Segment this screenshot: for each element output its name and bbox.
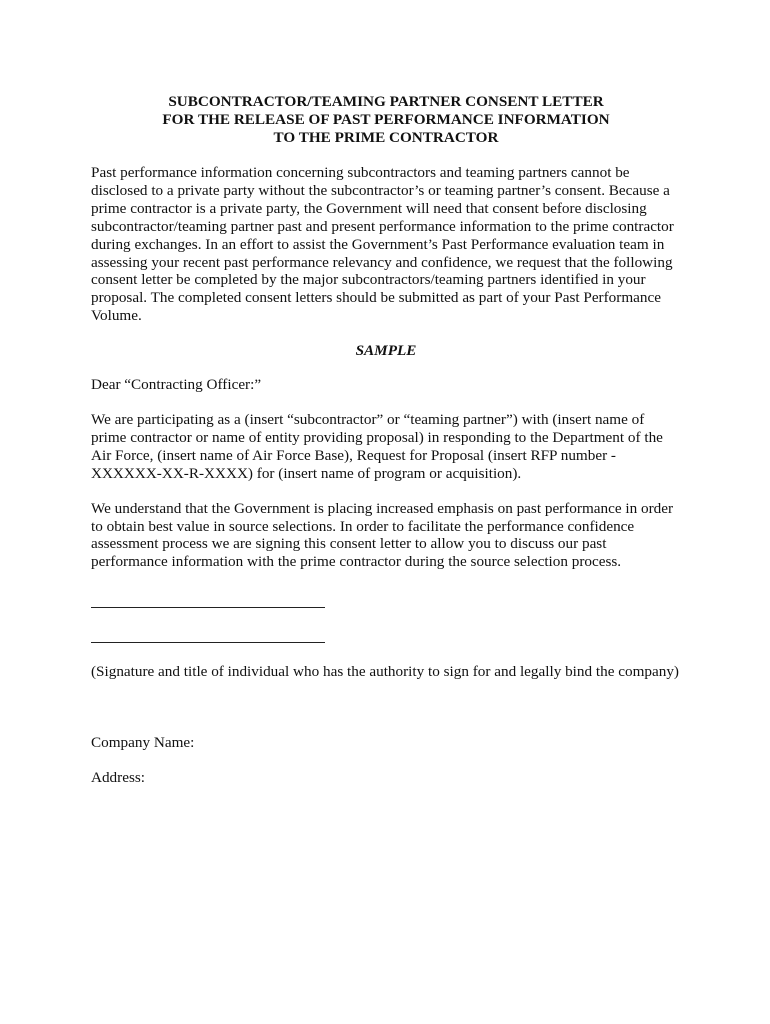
title-line-1: SUBCONTRACTOR/TEAMING PARTNER CONSENT LETTER: [168, 93, 604, 110]
salutation: Dear “Contracting Officer:”: [91, 376, 262, 394]
title-line[interactable]: [91, 642, 325, 643]
address-label: Address:: [91, 769, 145, 787]
company-name-label: Company Name:: [91, 734, 195, 752]
signature-caption: (Signature and title of individual who has the authority to sign for and legally bind the company): [91, 663, 679, 681]
signature-line[interactable]: [91, 607, 325, 608]
letter-title: [91, 93, 681, 147]
consent-paragraph: We understand that the Government is placing increased emphasis on past performance in order to obtain best value in source selections. In order to facilitate the performance confidence assessment process we are signing this consent letter to allow you to discuss our past performance information with the prime contractor during the source selection process.: [91, 499, 674, 571]
participation-paragraph: We are participating as a (insert “subcontractor” or “teaming partner”) with (insert name of prime contractor or name of entity providing proposal) in responding to the Department of the Air Force, (insert name of Air Force Base), Request for Proposal (insert RFP number - XXXXXX-XX-R-XXXX) for (insert name of program or acquisition).: [91, 410, 663, 482]
sample-heading: SAMPLE: [355, 342, 417, 360]
title-line-2: FOR THE RELEASE OF PAST PERFORMANCE INFORMATION: [162, 111, 610, 128]
intro-paragraph: Past performance information concerning subcontractors and teaming partners cannot be disclosed to a private party without the subcontractor’s or teaming partner’s consent. Because a prime contractor is a private party, the Government will need that consent before disclosing subcontractor/teaming partner past and present performance information to the prime contractor during exchanges. In an effort to assist the Government’s Past Performance evaluation team in assessing your recent past performance relevancy and confidence, we request that the following consent letter be completed by the major subcontractors/teaming partners identified in your proposal. The completed consent letters should be submitted as part of your Past Performance Volume.: [91, 164, 674, 325]
title-line-3: TO THE PRIME CONTRACTOR: [273, 129, 499, 146]
consent-letter-page: [91, 93, 681, 787]
